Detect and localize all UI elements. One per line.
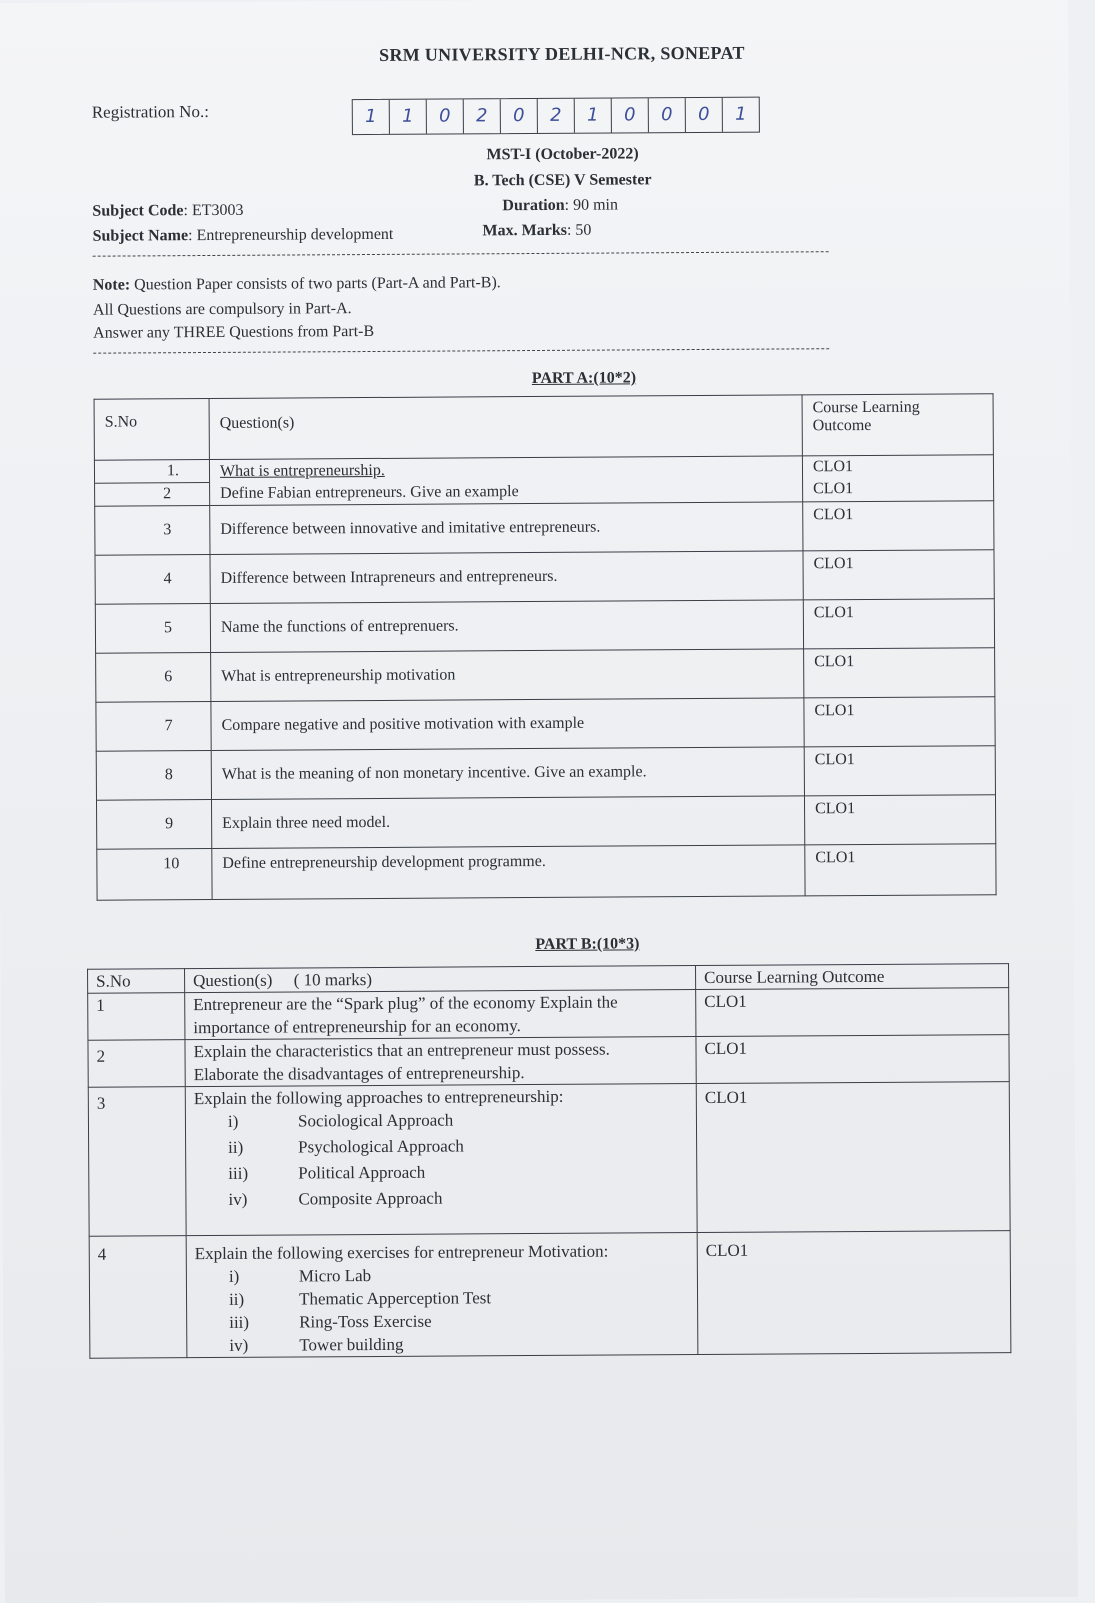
sno-cell	[94, 459, 209, 506]
subject-name	[92, 226, 393, 246]
registration-digit: 1	[575, 99, 612, 133]
table-row	[88, 988, 1009, 1041]
outcome: CLO1	[805, 844, 996, 896]
sub-item-text: Composite Approach	[298, 1188, 443, 1209]
question-cell	[209, 456, 802, 506]
sub-item-text: Ring-Toss Exercise	[299, 1311, 432, 1332]
outcome: CLO1	[696, 1035, 1009, 1084]
program-title: B. Tech (CSE) V Semester	[473, 171, 652, 190]
sub-item-text: Sociological Approach	[297, 1110, 454, 1131]
subject-name-label: Subject Name	[92, 227, 189, 245]
sub-item-number: i)	[227, 1111, 239, 1131]
sub-item	[195, 1331, 689, 1357]
max-marks-value: : 50	[566, 221, 592, 239]
registration-digit: 2	[538, 99, 575, 133]
sub-item	[194, 1133, 688, 1159]
sno: 2	[95, 482, 209, 506]
outcome: CLO1	[803, 501, 994, 551]
question-text: What is the meaning of non monetary incentive. Give an example.	[211, 747, 804, 800]
outcome-cell	[802, 455, 993, 502]
sub-item	[195, 1262, 689, 1288]
question-text: Explain the following exercises for entrepreneur Motivation:	[194, 1241, 609, 1264]
question-text: Elaborate the disadvantages of entrepreneurship.	[193, 1063, 525, 1085]
registration-digit: 1	[735, 103, 747, 125]
question-text: Difference between innovative and imitative entrepreneurs.	[210, 502, 803, 555]
outcome: CLO1	[804, 648, 995, 698]
sub-item-text: Micro Lab	[298, 1266, 372, 1286]
question-text: Define entrepreneurship development programme.	[212, 845, 805, 900]
outcome: CLO1	[803, 550, 994, 600]
sno: 7	[96, 701, 211, 751]
table-row	[95, 599, 994, 653]
question-text: What is entrepreneurship.	[219, 461, 385, 480]
question-text: Define Fabian entrepreneurs. Give an example	[220, 482, 519, 502]
sub-item	[194, 1107, 688, 1133]
column-header-outcome: Course Learning Outcome	[696, 964, 1009, 990]
table-row	[88, 1082, 1010, 1237]
note-line-3: Answer any THREE Questions from Part-B	[93, 322, 375, 342]
outcome: CLO1	[696, 988, 1009, 1037]
question-text: Explain the following approaches to entrepreneurship:	[193, 1086, 564, 1109]
sno: 1	[88, 993, 185, 1041]
note-text: Question Paper consists of two parts (Part-A and Part-B).	[130, 274, 501, 294]
question-text: Name the functions of entreprenuers.	[210, 600, 803, 653]
question-cell	[185, 990, 696, 1040]
column-header-question	[185, 966, 696, 993]
sub-item-number: iii)	[229, 1312, 250, 1332]
duration-label: Duration	[502, 196, 565, 215]
table-row	[96, 795, 995, 849]
question-text: Explain three need model.	[211, 796, 804, 849]
part-a-heading: PART A:(10*2)	[531, 369, 637, 388]
sub-item	[195, 1285, 689, 1311]
outcome: CLO1	[812, 458, 854, 476]
question-text: Entrepreneur are the “Spark plug” of the economy Explain the	[193, 992, 618, 1015]
sub-item-text: Tower building	[299, 1334, 404, 1355]
question-text: Explain the characteristics that an entrepreneur must possess.	[193, 1039, 610, 1062]
part-b-table	[87, 963, 1011, 1359]
sno: 1.	[166, 462, 180, 480]
table-row	[95, 501, 994, 555]
note-line-2: All Questions are compulsory in Part-A.	[92, 300, 352, 319]
question-cell	[185, 1084, 697, 1236]
outcome: CLO1	[697, 1231, 1011, 1355]
column-header-marks: ( 10 marks)	[293, 970, 373, 990]
registration-digit: 1	[353, 100, 390, 134]
registration-digit: 0	[649, 98, 686, 132]
table-row	[94, 455, 993, 506]
duration	[502, 196, 618, 215]
registration-digit: 0	[427, 99, 464, 133]
table-row	[96, 697, 995, 751]
outcome: CLO1	[813, 480, 854, 498]
part-b-heading: PART B:(10*3)	[535, 935, 640, 954]
registration-digit: 2	[464, 99, 501, 133]
question-text: Compare negative and positive motivation with example	[211, 698, 804, 751]
sub-item-number: ii)	[228, 1137, 244, 1157]
outcome: CLO1	[804, 746, 995, 796]
sno: 3	[95, 505, 210, 555]
sub-item-number: iv)	[228, 1189, 248, 1209]
sno: 5	[95, 603, 210, 653]
column-header-outcome-line: Outcome	[812, 416, 872, 435]
table-row	[88, 1035, 1009, 1088]
column-header-question-label: Question(s)	[193, 970, 273, 991]
registration-digit: 0	[612, 98, 649, 132]
outcome: CLO1	[804, 795, 995, 845]
sub-item-number: ii)	[228, 1289, 245, 1309]
note-line-1	[93, 274, 501, 294]
question-cell	[185, 1037, 696, 1087]
sno: 4	[95, 554, 210, 604]
divider	[93, 348, 829, 353]
sub-item-text: Thematic Apperception Test	[298, 1288, 492, 1309]
exam-title: MST-I (October-2022)	[486, 145, 639, 164]
sno: 9	[96, 799, 211, 849]
part-a-table	[94, 393, 997, 900]
subject-code-label: Subject Code	[92, 202, 184, 220]
table-row	[96, 746, 995, 800]
sub-item-text: Psychological Approach	[298, 1136, 464, 1157]
column-header-question: Question(s)	[209, 395, 802, 460]
sub-item-text: Political Approach	[298, 1162, 426, 1183]
outcome: CLO1	[804, 697, 995, 747]
question-text: importance of entrepreneurship for an economy.	[193, 1016, 521, 1038]
sno: 8	[96, 750, 211, 800]
table-row	[89, 1231, 1011, 1359]
registration-digit: 0	[686, 98, 723, 132]
sno: 6	[96, 652, 211, 702]
question-text: Difference between Intrapreneurs and entrepreneurs.	[210, 551, 803, 604]
registration-label: Registration No.:	[91, 101, 209, 122]
question-text: What is entrepreneurship motivation	[211, 649, 804, 702]
column-header-sno: S.No	[94, 398, 209, 460]
sub-item	[195, 1308, 689, 1334]
table-row	[97, 844, 996, 900]
sub-item-number: i)	[228, 1266, 240, 1286]
question-cell	[186, 1233, 698, 1358]
outcome: CLO1	[696, 1082, 1010, 1233]
duration-value: : 90 min	[564, 196, 618, 214]
divider	[93, 251, 829, 256]
max-marks-label: Max. Marks	[482, 221, 568, 240]
column-header-outcome-line: Course Learning	[812, 398, 920, 417]
subject-code-value: : ET3003	[183, 201, 244, 220]
subject-name-value: : Entrepreneurship development	[188, 225, 394, 245]
registration-digit: 0	[501, 99, 538, 133]
subject-code	[92, 202, 243, 221]
max-marks	[482, 222, 591, 241]
column-header-sno: S.No	[88, 969, 185, 994]
sub-item-number: iv)	[229, 1335, 249, 1355]
note-label: Note:	[92, 276, 131, 294]
sno: 3	[88, 1087, 186, 1237]
table-row	[96, 648, 995, 702]
sub-item	[194, 1159, 688, 1185]
sno: 2	[88, 1040, 185, 1088]
sno: 10	[97, 848, 212, 900]
registration-digit: 1	[390, 100, 427, 134]
outcome: CLO1	[803, 599, 994, 649]
table-row	[95, 550, 994, 604]
column-header-outcome	[802, 394, 993, 456]
sno: 4	[89, 1236, 187, 1359]
registration-number-box	[352, 97, 760, 135]
sub-item	[194, 1185, 688, 1211]
sub-item-number: iii)	[228, 1163, 249, 1183]
table-header-row	[94, 394, 993, 460]
university-name: SRM UNIVERSITY DELHI-NCR, SONEPAT	[379, 42, 745, 65]
